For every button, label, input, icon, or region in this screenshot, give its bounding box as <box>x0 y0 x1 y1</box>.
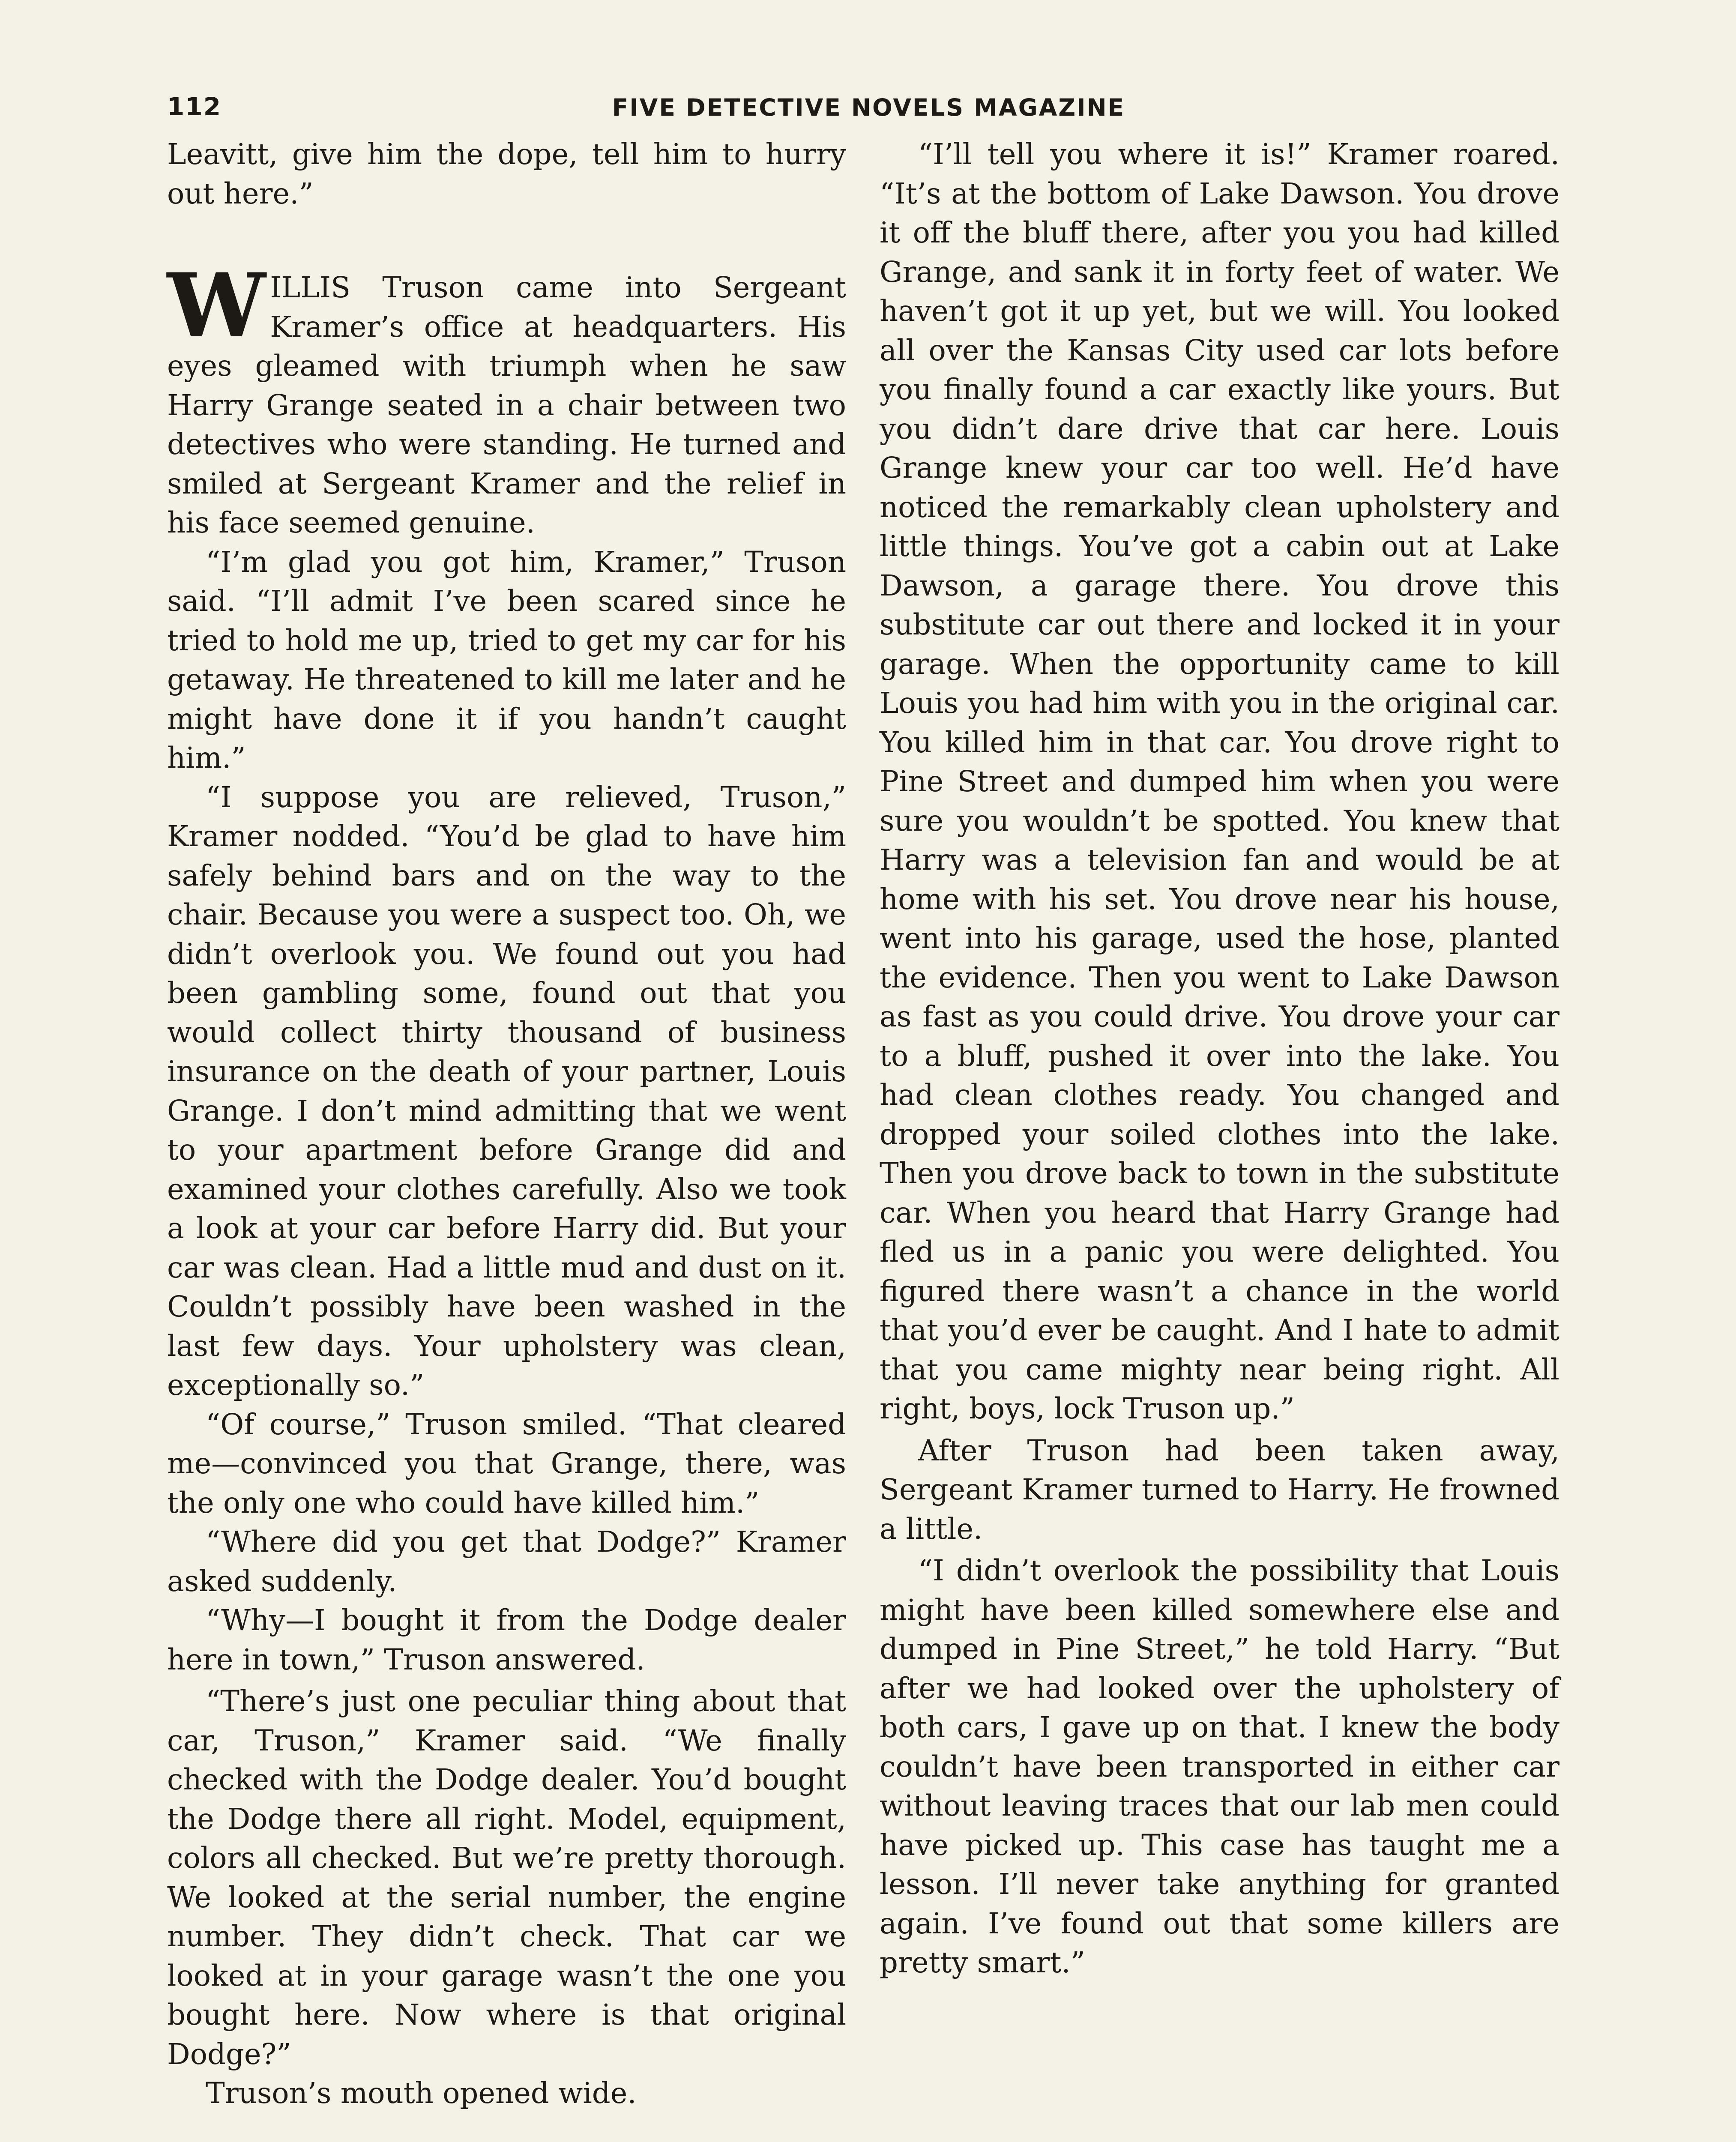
running-title: FIVE DETECTIVE NOVELS MAGAZINE <box>612 94 1125 121</box>
paragraph: “Of course,” Truson smiled. “That cleared me—convinced you that Grange, there, was the only one who could have killed him.” <box>167 1407 846 1520</box>
paragraph: “I’m glad you got him, Kramer,” Truson said. “I’ll admit I’ve been scared since he tried to hold me up, tried to get my car for his getaway. He threatened to kill me later and he might have done it if you handn’t caught him.” <box>167 545 846 775</box>
paragraph: Truson’s mouth opened wide. <box>206 2076 637 2110</box>
page-header <box>167 92 1570 126</box>
paragraph: After Truson had been taken away, Sergeant Kramer turned to Harry. He frowned a little. <box>880 1433 1559 1546</box>
paragraph: “I didn’t overlook the possibility that Louis might have been killed somewhere else and dumped in Pine Street,” he told Harry. “But after we had looked over the upholstery of both cars, I gave up on that. I knew the body couldn’t have been transported in either car without leaving traces that our lab men could have picked up. This case has taught me a lesson. I’ll never take anything for granted again. I’ve found out that some killers are pretty smart.” <box>880 1554 1559 1979</box>
left-column <box>167 135 846 2113</box>
paragraph: “Where did you get that Dodge?” Kramer asked suddenly. <box>167 1525 846 1598</box>
paragraph-text: ILLIS Truson came into Sergeant Kramer’s office at headquarters. His eyes gleamed with triumph when he saw Harry Grange seated in a chair between two detectives who were standing. He turned and smiled at Sergeant Kramer and the relief in his face seemed genuine. <box>167 271 846 539</box>
paragraph: “There’s just one peculiar thing about that car, Truson,” Kramer said. “We finally checked with the Dodge dealer. You’d bought the Dodge there all right. Model, equipment, colors all checked. But we’re pretty thorough. We looked at the serial number, the engine number. They didn’t check. That car we looked at in your garage wasn’t the one you bought here. Now where is that original Dodge?” <box>167 1684 846 2071</box>
page-number: 112 <box>167 92 222 121</box>
paragraph: “I’ll tell you where it is!” Kramer roared. “It’s at the bottom of Lake Dawson. You drove it off the bluff there, after you you had killed Grange, and sank it in forty feet of water. We haven’t got it up yet, but we will. You looked all over the Kansas City used car lots before you finally found a car exactly like yours. But you didn’t dare drive that car here. Louis Grange knew your car too well. He’d have noticed the remarkably clean upholstery and little things. You’ve got a cabin out at Lake Dawson, a garage there. You drove this substitute car out there and locked it in your garage. When the opportunity came to kill Louis you had him with you in the original car. You killed him in that car. You drove right to Pine Street and dumped him when you were sure you wouldn’t be spotted. You knew that Harry was a television fan and would be at home with his set. You drove near his house, went into his garage, used the hose, planted the evidence. Then you went to Lake Dawson as fast as you could drive. You drove your car to a bluff, pushed it over into the lake. You had clean clothes ready. You changed and dropped your soiled clothes into the lake. Then you drove back to town in the substitute car. When you heard that Harry Grange had fled us in a panic you were delighted. You figured there wasn’t a chance in the world that you’d ever be caught. And I hate to admit that you came mighty near being right. All right, boys, lock Truson up.” <box>880 138 1559 1425</box>
paragraph: “I suppose you are relieved, Truson,” Kramer nodded. “You’d be glad to have him safely behind bars and on the way to the chair. Because you were a suspect too. Oh, we didn’t overlook you. We found out you had been gambling some, found out that you would collect thirty thousand of business insurance on the death of your partner, Louis Grange. I don’t mind admitting that we went to your apartment before Grange did and examined your clothes carefully. Also we took a look at your car before Harry did. But your car was clean. Had a little mud and dust on it. Couldn’t possibly have been washed in the last few days. Your upholstery was clean, exceptionally so.” <box>167 780 846 1402</box>
paragraph: Leavitt, give him the dope, tell him to hurry out here.” <box>167 138 846 210</box>
drop-cap: W <box>167 254 264 357</box>
paragraph: “Why—I bought it from the Dodge dealer here in town,” Truson answered. <box>167 1604 846 1676</box>
paragraph-dropcap <box>167 254 846 543</box>
right-column <box>880 135 1559 1983</box>
